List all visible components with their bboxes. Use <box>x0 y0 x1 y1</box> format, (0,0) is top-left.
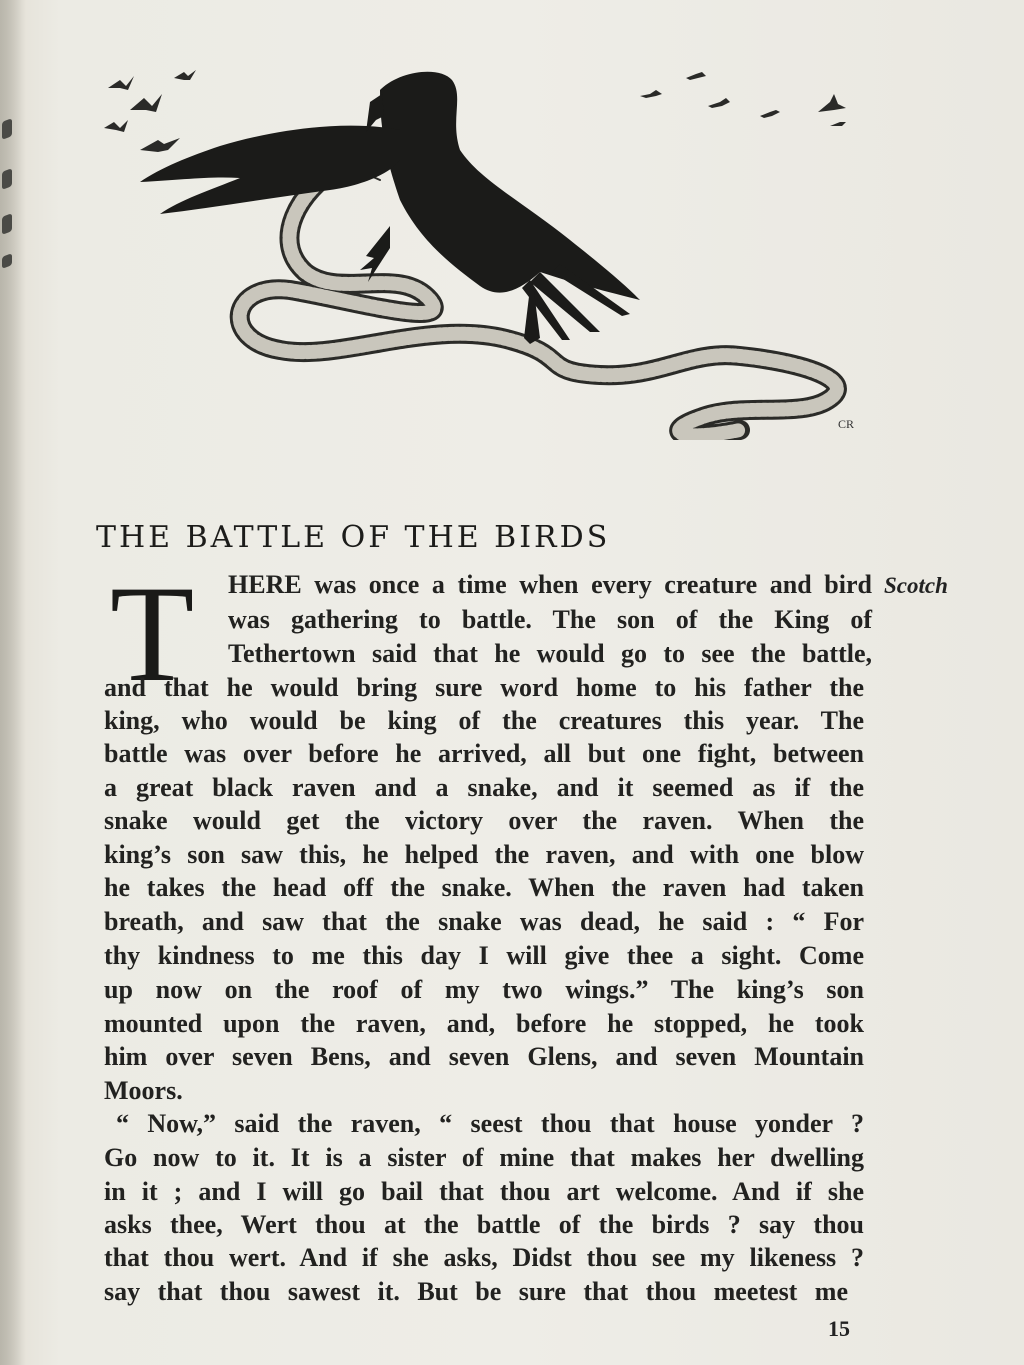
chapter-title: THE BATTLE OF THE BIRDS <box>96 520 611 555</box>
text-line: Go now to it. It is a sister of mine that makes her dwelling <box>104 1143 864 1172</box>
text-line: breath, and saw that the snake was dead, he said : “ For <box>104 907 864 936</box>
raven-snake-illustration <box>100 50 860 440</box>
bird-icon <box>760 110 780 118</box>
bird-icon <box>708 98 730 108</box>
text-line: snake would get the victory over the raven. When the <box>104 806 864 835</box>
text-line: him over seven Bens, and seven Glens, and seven Mountain <box>104 1042 864 1071</box>
text-line: say that thou sawest it. But be sure that thou meetest me <box>104 1277 848 1306</box>
text-line: a great black raven and a snake, and it seemed as if the <box>104 773 864 802</box>
raven-body <box>380 72 640 300</box>
drop-cap: T <box>110 557 195 710</box>
text-line: and that he would bring sure word home to his father the <box>104 673 864 702</box>
text-line: was gathering to battle. The son of the King of <box>228 605 872 634</box>
bird-icon <box>830 122 846 126</box>
bird-icon <box>818 94 846 112</box>
illustrator-signature: CR <box>838 417 855 431</box>
page-number: 15 <box>828 1316 850 1341</box>
text-line: battle was over before he arrived, all but one fight, between <box>104 739 864 768</box>
text-line: “ Now,” said the raven, “ seest thou that house yonder ? <box>116 1109 864 1138</box>
raven-beak <box>366 94 384 132</box>
text-line: thy kindness to me this day I will give thee a sight. Come <box>104 941 864 970</box>
bird-icon <box>104 120 128 132</box>
text-line: mounted upon the raven, and, before he stopped, he took <box>104 1009 864 1038</box>
bird-icon <box>640 90 662 98</box>
text-line: that thou wert. And if she asks, Didst thou see my likeness ? <box>104 1243 864 1272</box>
text-line: up now on the roof of my two wings.” The king’s son <box>104 975 864 1004</box>
bird-icon <box>174 70 196 80</box>
text-line: HERE was once a time when every creature and bird <box>228 570 872 599</box>
text-line: he takes the head off the snake. When the raven had taken <box>104 873 864 902</box>
bird-icon <box>140 138 180 152</box>
text-line: king, who would be king of the creatures this year. The <box>104 706 864 735</box>
text-line: in it ; and I will go bail that thou art welcome. And if she <box>104 1177 864 1206</box>
margin-note: Scotch <box>884 573 948 598</box>
text-line: asks thee, Wert thou at the battle of the birds ? say thou <box>104 1210 864 1239</box>
text-line: Tethertown said that he would go to see the battle, <box>228 639 872 668</box>
bird-icon <box>108 76 134 90</box>
text-line: king’s son saw this, he helped the raven, and with one blow <box>104 840 864 869</box>
bird-icon <box>130 94 162 112</box>
text-line: Moors. <box>104 1076 183 1105</box>
flying-birds-group <box>104 70 846 152</box>
bird-icon <box>686 72 706 80</box>
